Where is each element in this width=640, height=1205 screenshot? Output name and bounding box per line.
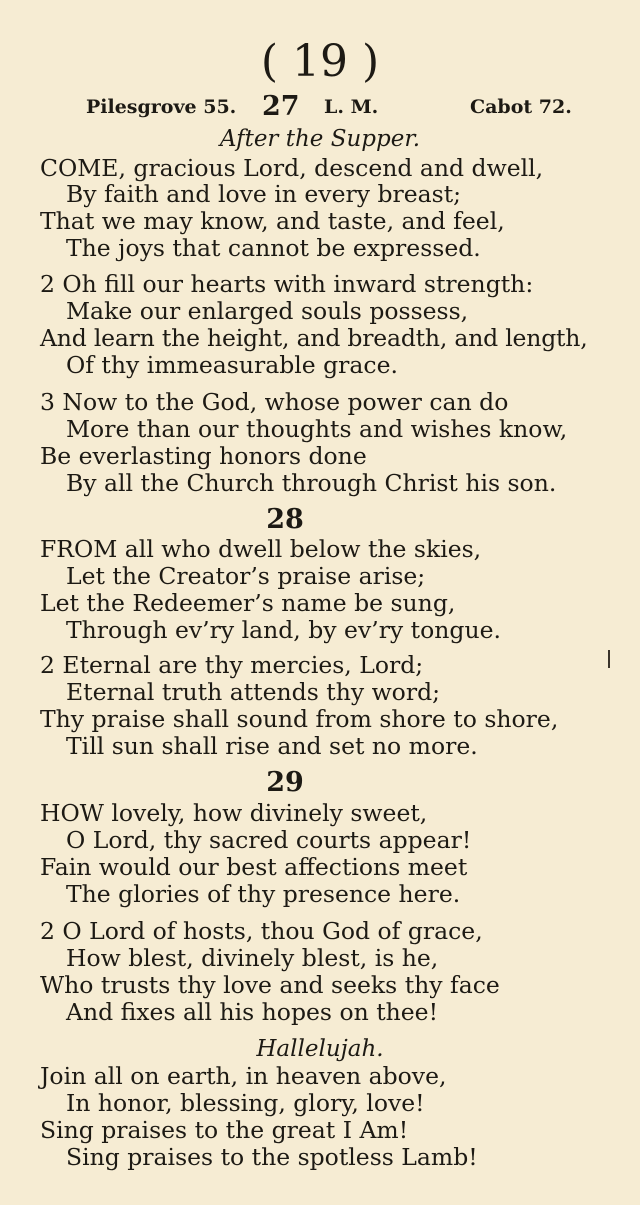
page-number: ( 19 ) xyxy=(260,36,380,87)
verse-line: How blest, divinely blest, is he, xyxy=(66,944,439,972)
verse-line: Fain would our best affections meet xyxy=(40,853,468,881)
verse-line: Let the Creator’s praise arise; xyxy=(66,562,426,590)
verse-line: Join all on earth, in heaven above, xyxy=(40,1062,447,1090)
verse-line: Till sun shall rise and set no more. xyxy=(66,732,478,760)
verse-line: More than our thoughts and wishes know, xyxy=(66,415,568,443)
verse-line: Make our enlarged souls possess, xyxy=(66,297,469,325)
verse-line: Of thy immeasurable grace. xyxy=(66,351,398,379)
verse-line: 3 Now to the God, whose power can do xyxy=(40,388,509,416)
hymn-number: 27 xyxy=(262,91,300,122)
verse-line: The glories of thy presence here. xyxy=(66,880,461,908)
verse-line: Let the Redeemer’s name be sung, xyxy=(40,589,456,617)
verse-line: 2 Oh fill our hearts with inward strength: xyxy=(40,270,534,298)
hymn-subtitle: Hallelujah. xyxy=(256,1036,384,1062)
verse-line: O Lord, thy sacred courts appear! xyxy=(66,826,472,854)
verse-line: Thy praise shall sound from shore to shore, xyxy=(40,705,559,733)
verse-line: By faith and love in every breast; xyxy=(66,180,462,208)
verse-line: And learn the height, and breadth, and length, xyxy=(40,324,588,352)
hymn-number: 28 xyxy=(266,504,304,535)
verse-line: HOW lovely, how divinely sweet, xyxy=(40,799,428,827)
verse-line: Sing praises to the great I Am! xyxy=(40,1116,409,1144)
verse-line: Be everlasting honors done xyxy=(40,442,367,470)
tune-right: Cabot 72. xyxy=(470,96,572,118)
verse-line: Through ev’ry land, by ev’ry tongue. xyxy=(66,616,501,644)
margin-mark xyxy=(608,650,610,668)
verse-line: 2 O Lord of hosts, thou God of grace, xyxy=(40,917,483,945)
verse-line: FROM all who dwell below the skies, xyxy=(40,535,482,563)
verse-line: Sing praises to the spotless Lamb! xyxy=(66,1143,478,1171)
hymn-number: 29 xyxy=(266,767,304,798)
verse-line: Who trusts thy love and seeks thy face xyxy=(40,971,500,999)
verse-line: Eternal truth attends thy word; xyxy=(66,678,441,706)
verse-line: By all the Church through Christ his son. xyxy=(66,469,557,497)
verse-line: 2 Eternal are thy mercies, Lord; xyxy=(40,651,424,679)
verse-line: And fixes all his hopes on thee! xyxy=(66,998,439,1026)
verse-line: In honor, blessing, glory, love! xyxy=(66,1089,425,1117)
verse-line: COME, gracious Lord, descend and dwell, xyxy=(40,154,544,182)
hymn-meter: L. M. xyxy=(324,96,379,118)
tune-left: Pilesgrove 55. xyxy=(86,96,237,118)
verse-line: That we may know, and taste, and feel, xyxy=(40,207,505,235)
verse-line: The joys that cannot be expressed. xyxy=(66,234,481,262)
hymn-subtitle: After the Supper. xyxy=(219,126,421,152)
